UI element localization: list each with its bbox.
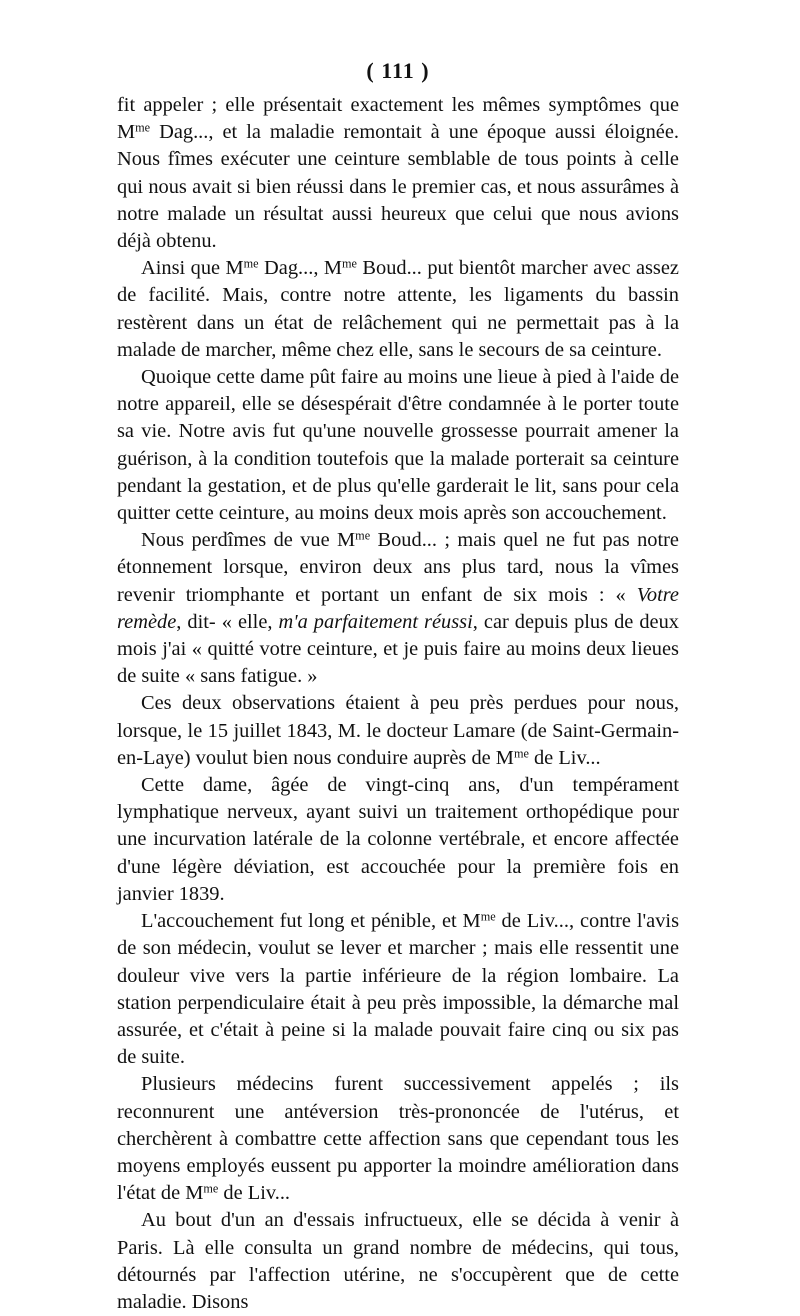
superscript-abbreviation: me (342, 256, 357, 271)
paragraph (117, 1071, 679, 1207)
text-run: , car depuis plus de deux mois j'ai « quitté votre ceinture, et je puis faire au moins deux lieues de suite « sans fatigue. » (117, 610, 679, 688)
page-number: ( 111 ) (366, 58, 430, 83)
paragraph (117, 527, 679, 690)
superscript-abbreviation: me (355, 528, 371, 543)
text-run: Boud... put bientôt marcher avec assez de facilité. Mais, contre notre attente, les ligaments du bassin restèrent dans un état de relâchement qui ne permettait pas à la malade de marcher, même chez elle, sans le secours de sa ceinture. (117, 257, 679, 361)
paragraph (117, 690, 679, 772)
paragraph (117, 364, 679, 527)
paragraph (117, 255, 679, 364)
text-run: de Liv... (218, 1182, 291, 1205)
text-run: Dag..., M (258, 257, 342, 280)
text-run: , dit- « elle, (176, 610, 279, 633)
paragraph (117, 908, 679, 1071)
superscript-abbreviation: me (480, 909, 496, 924)
text-run: de Liv... (528, 746, 601, 769)
text-run: Ainsi que M (141, 257, 244, 280)
superscript-abbreviation: me (513, 746, 529, 761)
text-run: Plusieurs médecins furent successivement appelés ; ils reconnurent une antéversion très-prononcée de l'utérus, et cherchèrent à combattre cette affection sans que cependant tous les moyens employés eussent pu apporter la moindre amélioration dans l'état de M (117, 1073, 679, 1205)
superscript-abbreviation: me (135, 120, 151, 135)
text-run: Boud... ; mais quel ne fut pas notre étonnement lorsque, environ deux ans plus tard, nous la vîmes revenir triomphante et portant un enfant de six mois : « (117, 529, 679, 606)
text-run: Cette dame, âgée de vingt-cinq ans, d'un tempérament lymphatique nerveux, ayant suivi un traitement orthopédique pour une incurvation latérale de la colonne vertébrale, et encore affectée d'une légère déviation, est accouchée pour la première fois en janvier 1839. (117, 774, 679, 905)
text-run: Quoique cette dame pût faire au moins une lieue à pied à l'aide de notre appareil, elle se désespérait d'être condamnée à le porter toute sa vie. Notre avis fut qu'une nouvelle grossesse pourrait amener la guérison, à la condition toutefois que la malade porterait sa ceinture pendant la gestation, et de plus qu'elle garderait le lit, sans pour cela quitter cette ceinture, au moins deux mois après son accouchement. (117, 366, 679, 525)
text-run: Au bout d'un an d'essais infructueux, elle se décida à venir à Paris. Là elle consulta un grand nombre de médecins, qui tous, détournés par l'affection utérine, ne s'occupèrent que de cette maladie. Disons (117, 1209, 679, 1313)
text-run: de Liv..., contre l'avis de son médecin, voulut se lever et marcher ; mais elle ressentit une douleur vive vers la partie inférieure de la région lombaire. La station perpendiculaire était à peu près impossible, la démarche mal assurée, et c'était à peine si la malade pouvait faire cinq ou six pas de suite. (117, 910, 679, 1069)
text-run: Nous perdîmes de vue M (141, 529, 356, 552)
text-run: L'accouchement fut long et pénible, et M (141, 910, 481, 933)
text-run: Dag..., et la maladie remontait à une époque aussi éloignée. Nous fîmes exécuter une ceinture semblable de tous points à celle qui nous avait si bien réussi dans le premier cas, et nous assurâmes à notre malade un résultat aussi heureux que celui que nous avions déjà obtenu. (117, 121, 679, 253)
book-page (117, 56, 679, 1316)
italic-text: m'a parfaitement réussi (278, 610, 473, 633)
paragraph (117, 92, 679, 255)
text-run: fit appeler ; elle présentait exactement les mêmes symptômes que M (117, 94, 679, 144)
paragraph (117, 772, 679, 908)
body-text (117, 92, 679, 1316)
italic-text: Votre remède (117, 583, 679, 633)
text-run: Ces deux observations étaient à peu près perdues pour nous, lorsque, le 15 juillet 1843, M. le docteur Lamare (de Saint-Germain-en-Laye) voulut bien nous conduire auprès de M (117, 692, 679, 769)
superscript-abbreviation: me (203, 1181, 219, 1196)
superscript-abbreviation: me (243, 256, 259, 271)
